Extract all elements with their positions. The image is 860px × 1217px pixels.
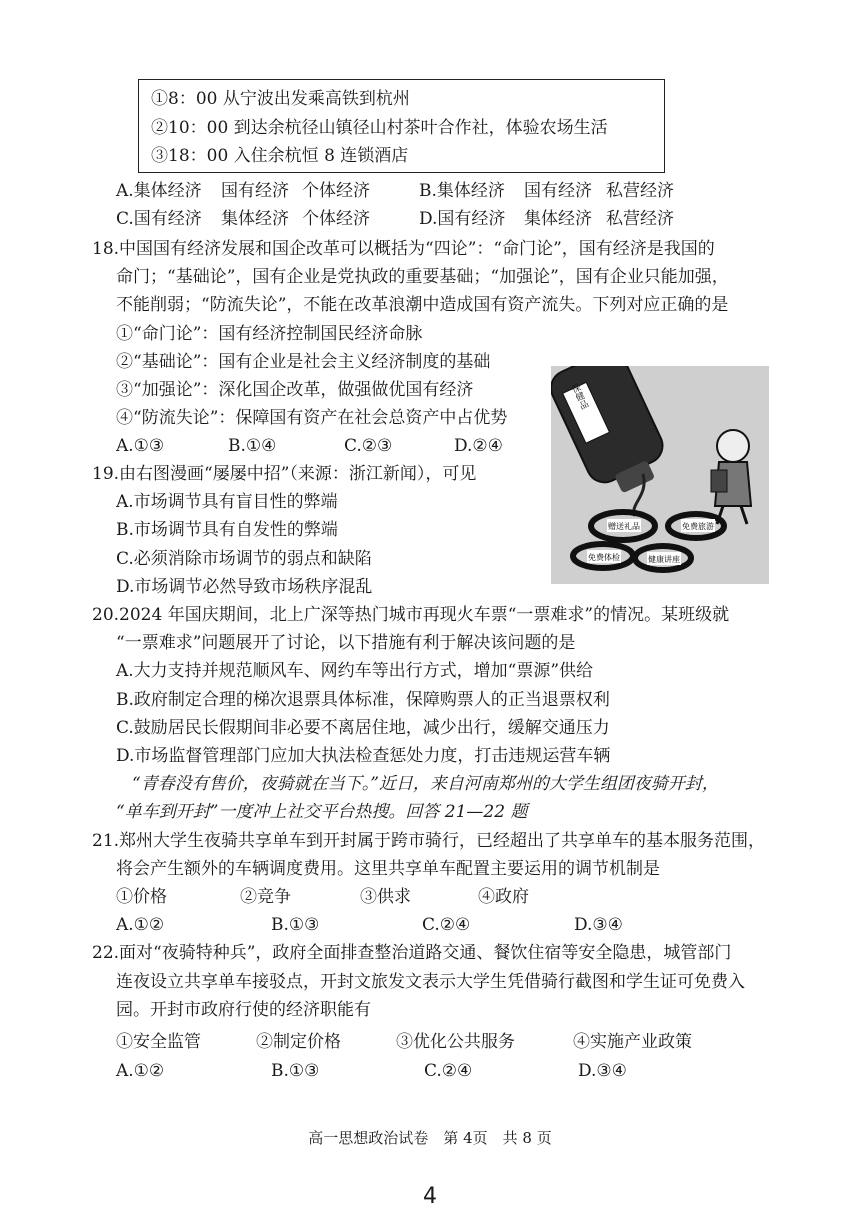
q19-option: C.必须消除市场调节的弱点和缺陷	[116, 549, 372, 569]
q20-option: D.市场监督管理部门应加大执法检查惩处力度，打击违规运营车辆	[116, 746, 611, 766]
q22-stem: 22.面对“夜骑特种兵”，政府全面排查整治道路交通、餐饮住宿等安全隐患，城管部门	[92, 943, 732, 963]
itinerary-item: ②10：00 到达余杭径山镇径山村茶叶合作社，体验农场生活	[151, 118, 608, 138]
passage-line: “单车到开封”一度冲上社交平台热搜。回答 21—22 题	[116, 802, 528, 822]
q19-stem: 19.由右图漫画“屡屡中招”（来源：浙江新闻），可见	[92, 464, 477, 484]
page-number: 4	[423, 1184, 437, 1209]
bottle-label: 保健品	[568, 382, 589, 412]
q18-item: ②“基础论”：国有企业是社会主义经济制度的基础	[116, 352, 491, 372]
q17-option: B.集体经济	[419, 181, 505, 201]
q17-option: 私营经济	[606, 209, 674, 229]
q22-stem: 园。开封市政府行使的经济职能有	[116, 1000, 371, 1020]
q21-stem: 21.郑州大学生夜骑共享单车到开封属于跨市骑行，已经超出了共享单车的基本服务范围，	[92, 831, 766, 851]
q20-option: A.大力支持并规范顺风车、网约车等出行方式，增加“票源”供给	[116, 661, 594, 681]
q19-option: B.市场调节具有自发性的弊端	[116, 520, 338, 540]
q18-item: ③“加强论”：深化国企改革，做强做优国有经济	[116, 380, 474, 400]
q17-option: 集体经济	[524, 209, 592, 229]
itinerary-box	[138, 79, 665, 173]
ring-label: 免费体检	[588, 553, 620, 562]
q22-option: B.①③	[271, 1061, 320, 1081]
q17-option: 国有经济	[524, 181, 592, 201]
q21-item: ①价格	[116, 887, 167, 907]
passage-line: “青春没有售价，夜骑就在当下。”近日，来自河南郑州的大学生组团夜骑开封，	[132, 774, 719, 794]
q17-option: 国有经济	[221, 181, 289, 201]
q22-item: ③优化公共服务	[396, 1032, 515, 1052]
ring-label: 免费旅游	[682, 522, 714, 531]
q21-item: ③供求	[360, 887, 411, 907]
q21-item: ④政府	[478, 887, 529, 907]
q17-option: 私营经济	[606, 181, 674, 201]
q20-option: C.鼓励居民长假期间非必要不离居住地，减少出行，缓解交通压力	[116, 718, 610, 738]
q19-option: A.市场调节具有盲目性的弊端	[116, 492, 338, 512]
q18-stem: 不能削弱；“防流失论”，不能在改革浪潮中造成国有资产流失。下列对应正确的是	[116, 295, 729, 315]
q18-item: ④“防流失论”：保障国有资产在社会总资产中占优势	[116, 408, 508, 428]
q18-option: B.①④	[228, 436, 277, 456]
q18-option: D.②④	[454, 436, 503, 456]
q18-option: C.②③	[344, 436, 393, 456]
cartoon-image	[551, 366, 769, 584]
q20-stem: “一票难求”问题展开了讨论，以下措施有利于解决该问题的是	[116, 633, 576, 653]
q17-option: A.集体经济	[116, 181, 202, 201]
q18-stem: 18.中国国有经济发展和国企改革可以概括为“四论”：“命门论”，国有经济是我国的	[92, 239, 715, 259]
q17-option: D.国有经济	[419, 209, 506, 229]
q21-item: ②竞争	[240, 887, 291, 907]
q22-item: ④实施产业政策	[573, 1032, 692, 1052]
q22-option: D.③④	[578, 1061, 627, 1081]
q21-option: D.③④	[574, 915, 623, 935]
q17-option: 集体经济	[221, 209, 289, 229]
q22-option: C.②④	[424, 1061, 473, 1081]
q18-option: A.①③	[116, 436, 165, 456]
q21-option: C.②④	[422, 915, 471, 935]
q22-item: ①安全监管	[116, 1032, 201, 1052]
q17-option: C.国有经济	[116, 209, 202, 229]
itinerary-item: ①8：00 从宁波出发乘高铁到杭州	[151, 89, 410, 109]
q21-option: A.①②	[116, 915, 165, 935]
q21-stem: 将会产生额外的车辆调度费用。这里共享单车配置主要运用的调节机制是	[116, 859, 660, 879]
q22-option: A.①②	[116, 1061, 165, 1081]
ring-label: 健康讲座	[648, 555, 680, 564]
q22-stem: 连夜设立共享单车接驳点，开封文旅发文表示大学生凭借骑行截图和学生证可免费入	[116, 972, 745, 992]
q20-stem: 20.2024 年国庆期间，北上广深等热门城市再现火车票“一票难求”的情况。某班级就	[92, 605, 730, 625]
q22-item: ②制定价格	[256, 1032, 341, 1052]
q18-item: ①“命门论”：国有经济控制国民经济命脉	[116, 324, 423, 344]
itinerary-item: ③18：00 入住余杭恒 8 连锁酒店	[151, 146, 409, 166]
q17-option: 个体经济	[302, 181, 370, 201]
q19-option: D.市场调节必然导致市场秩序混乱	[116, 577, 373, 597]
q21-option: B.①③	[271, 915, 320, 935]
q17-option: 个体经济	[302, 209, 370, 229]
q20-option: B.政府制定合理的梯次退票具体标准，保障购票人的正当退票权利	[116, 690, 610, 710]
page-footer: 高一思想政治试卷 第 4页 共 8 页	[308, 1129, 552, 1147]
cartoon-drawing	[551, 366, 769, 584]
ring-label: 赠送礼品	[608, 522, 640, 531]
q18-stem: 命门；“基础论”，国有企业是党执政的重要基础；“加强论”，国有企业只能加强，	[116, 267, 729, 287]
